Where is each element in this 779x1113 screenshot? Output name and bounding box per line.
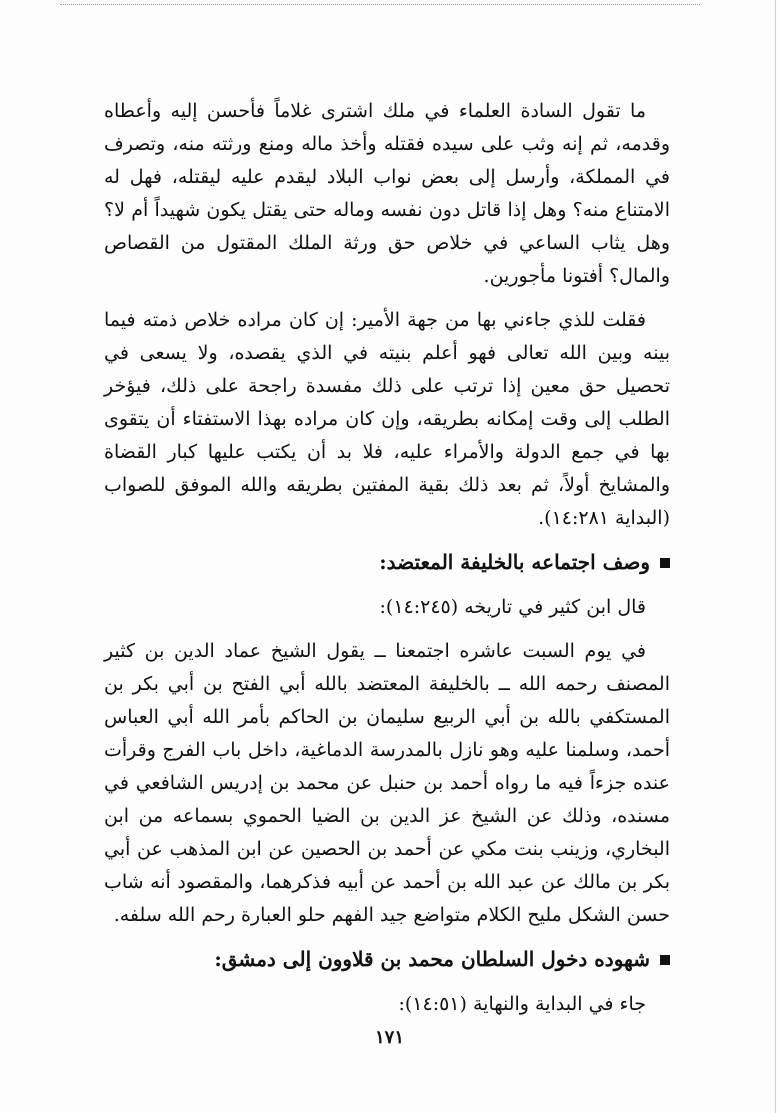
- square-bullet-icon: [660, 558, 670, 568]
- body-text: [104, 95, 670, 1032]
- page-number: ١٧١: [374, 1027, 404, 1048]
- section-heading-caliph: [104, 546, 670, 579]
- scan-right-edge: [775, 0, 776, 1113]
- citation-paragraph-2: جاء في البداية والنهاية (١٤:٥١):: [398, 993, 646, 1015]
- section-heading-caliph-text: وصف اجتماعه بالخليفة المعتضد:: [379, 550, 650, 574]
- answer-paragraph: فقلت للذي جاءني بها من جهة الأمير: إن كان مراده خلاص ذمته فيما بينه وبين الله تعالى فهو أعلم بنيته في الذي يقصده، ولا يسعى في تحصيل حق معين إذا ترتب على ذلك مفسدة راجحة على ذلك، فيؤخر الطلب إلى وقت إمكانه بطريقه، وإن كان مراده بهذا الاستفتاء أن يتقوى بها في جمع الدولة والأمراء عليه، فلا بد أن يكتب عليها كبار القضاة والمشايخ أولاً، ثم بعد ذلك بقية المفتين بطريقه والله الموفق للصواب (البداية ١٤:٢٨١).: [104, 309, 670, 529]
- scan-top-edge: [60, 4, 700, 6]
- section-heading-sultan: [104, 943, 670, 976]
- section-heading-sultan-text: شهوده دخول السلطان محمد بن قلاوون إلى دمشق:: [214, 947, 650, 971]
- citation-paragraph: قال ابن كثير في تاريخه (١٤:٢٤٥):: [379, 596, 646, 618]
- narrative-paragraph: في يوم السبت عاشره اجتمعنا ــ يقول الشيخ عماد الدين بن كثير المصنف رحمه الله ــ بالخليفة المعتضد بالله أبي الفتح بن أبي بكر بن المستكفي بالله بن أبي الربيع سليمان بن الحاكم بأمر الله أبي العباس أحمد، وسلمنا عليه وهو نازل بالمدرسة الدماغية، داخل باب الفرج وقرأت عنده جزءاً فيه ما رواه أحمد بن حنبل عن محمد بن إدريس الشافعي في مسنده، وذلك عن الشيخ عز الدين بن الضيا الحموي بسماعه من ابن البخاري، وزينب بنت مكي عن أحمد بن الحصين عن ابن المذهب عن أبي بكر بن مالك عن عبد الله بن أحمد عن أبيه فذكرهما، والمقصود أنه شاب حسن الشكل مليح الكلام متواضع جيد الفهم حلو العبارة رحم الله سلفه.: [104, 640, 670, 926]
- question-paragraph: ما تقول السادة العلماء في ملك اشترى غلاماً فأحسن إليه وأعطاه وقدمه، ثم إنه وثب على سيده فقتله وأخذ ماله ومنع ورثته منه، وتصرف في المملكة، وأرسل إلى بعض نواب البلاد ليقدم عليه ليقتله، فهل له الامتناع منه؟ وهل إذا قاتل دون نفسه وماله حتى يقتل يكون شهيداً أم لا؟ وهل يثاب الساعي في خلاص حق ورثة الملك المقتول من القصاص والمال؟ أفتونا مأجورين.: [104, 100, 670, 287]
- square-bullet-icon: [660, 955, 670, 965]
